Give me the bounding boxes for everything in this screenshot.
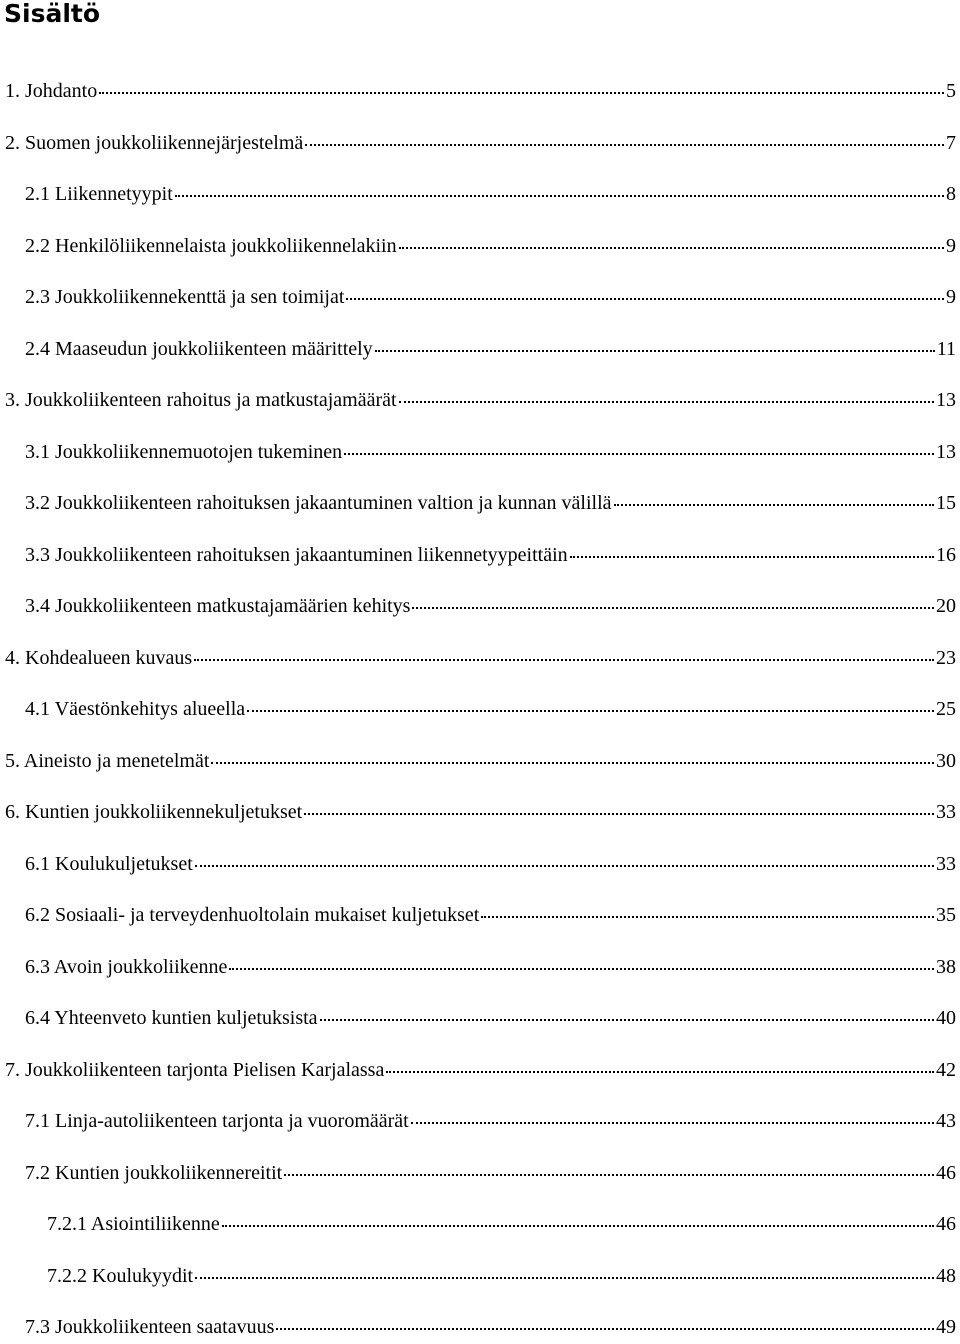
toc-entry[interactable] [5,647,956,675]
toc-leader-dots [195,1277,934,1279]
toc-entry[interactable] [25,235,956,263]
toc-entry-label: 3.4 Joukkoliikenteen matkustajamäärien kehitys [25,595,411,617]
toc-entry-page: 9 [946,286,956,308]
toc-entry-label: 2. Suomen joukkoliikennejärjestelmä [5,131,304,154]
toc-leader-dots [411,1122,934,1124]
toc-leader-dots [346,298,944,300]
toc-entry-label: 2.3 Joukkoliikennekenttä ja sen toimijat [25,286,345,308]
toc-leader-dots [412,607,934,609]
toc-entry-page: 23 [936,646,956,669]
toc-leader-dots [304,813,934,815]
toc-entry-page: 25 [936,698,956,720]
toc-entry-page: 7 [946,131,956,154]
toc-entry-label: 4.1 Väestönkehitys alueella [25,698,246,720]
toc-leader-dots [344,453,934,455]
toc-entry-page: 38 [936,955,956,978]
toc-entry[interactable] [25,492,956,520]
toc-entry-label: 7.1 Linja-autoliikenteen tarjonta ja vuoromäärät [25,1110,409,1132]
toc-entry-page: 8 [946,183,956,205]
toc-leader-dots [247,710,934,712]
toc-entry-label: 6.2 Sosiaali- ja terveydenhuoltolain mukaiset kuljetukset [25,904,480,926]
toc-leader-dots [284,1174,934,1176]
toc-entry-label: 6. Kuntien joukkoliikennekuljetukset [5,801,303,823]
toc-leader-dots [211,762,934,764]
toc-entry-page: 46 [936,1213,956,1235]
toc-entry-label: 7.2.1 Asiointiliikenne [47,1213,220,1235]
toc-leader-dots [614,504,934,506]
toc-entry-page: 13 [936,389,956,411]
toc-leader-dots [399,401,934,403]
toc-entry-page: 48 [936,1264,956,1287]
toc-leader-dots [386,1071,934,1073]
toc-entry[interactable] [5,1059,956,1087]
toc-entry[interactable] [25,441,956,469]
toc-entry-label: 7. Joukkoliikenteen tarjonta Pielisen Karjalassa [5,1058,385,1081]
toc-entry-label: 3. Joukkoliikenteen rahoitus ja matkustajamäärät [5,389,397,411]
toc-leader-dots [99,92,944,94]
toc-leader-dots [570,556,934,558]
toc-entry-label: 2.4 Maaseudun joukkoliikenteen määrittely [25,337,373,360]
toc-entry-label: 2.1 Liikennetyypit [25,183,173,205]
toc-entry-page: 43 [936,1110,956,1132]
toc-leader-dots [222,1225,934,1227]
toc-entry-page: 30 [936,749,956,772]
toc-entry[interactable] [25,286,956,314]
toc-entry-label: 4. Kohdealueen kuvaus [5,646,193,669]
toc-entry-page: 42 [936,1058,956,1081]
toc-leader-dots [305,144,944,146]
toc-entry-page: 33 [936,852,956,875]
toc-entry[interactable] [25,544,956,572]
toc-entry-page: 35 [936,904,956,926]
toc-entry[interactable] [25,956,956,984]
toc-entry[interactable] [25,1007,956,1035]
toc-entry[interactable] [25,183,956,211]
toc-entry[interactable] [25,1316,956,1344]
toc-leader-dots [399,247,944,249]
toc-entry-page: 5 [946,80,956,102]
toc-entry-page: 40 [936,1007,956,1029]
toc-leader-dots [229,968,934,970]
toc-entry-page: 33 [936,801,956,823]
toc-leader-dots [175,195,944,197]
toc-entry-label: 3.1 Joukkoliikennemuotojen tukeminen [25,440,343,463]
toc-entry[interactable] [25,1162,956,1190]
toc-entry-page: 13 [936,440,956,463]
toc-entry-page: 11 [936,337,956,360]
toc-entry-label: 6.4 Yhteenveto kuntien kuljetuksista [25,1007,318,1029]
toc-entry[interactable] [5,132,956,160]
toc-leader-dots [375,350,935,352]
toc-entry-label: 7.2.2 Koulukyydit [47,1264,194,1287]
toc-entry[interactable] [5,750,956,778]
toc-entry-page: 16 [936,543,956,566]
toc-entry[interactable] [47,1213,956,1241]
toc-leader-dots [194,659,934,661]
toc-entry[interactable] [5,80,956,108]
toc-entry-page: 9 [946,234,956,257]
toc-entry[interactable] [25,904,956,932]
toc-entry-label: 6.3 Avoin joukkoliikenne [25,955,228,978]
toc-entry-label: 3.2 Joukkoliikenteen rahoituksen jakaantuminen valtion ja kunnan välillä [25,492,612,514]
toc-entry-label: 6.1 Koulukuljetukset [25,852,193,875]
toc-entry[interactable] [25,595,956,623]
toc-entry-label: 7.2 Kuntien joukkoliikennereitit [25,1161,283,1184]
toc-entry-label: 3.3 Joukkoliikenteen rahoituksen jakaantuminen liikennetyypeittäin [25,543,568,566]
toc-entry-label: 2.2 Henkilöliikennelaista joukkoliikennelakiin [25,234,397,257]
toc-entry[interactable] [5,801,956,829]
toc-leader-dots [481,916,934,918]
toc-entry[interactable] [25,1110,956,1138]
toc-leader-dots [276,1328,934,1330]
toc-entry-page: 15 [936,492,956,514]
toc-leader-dots [320,1019,934,1021]
page-title: Sisältö [4,0,101,28]
toc-entry-page: 46 [936,1161,956,1184]
toc-entry-label: 1. Johdanto [5,80,98,102]
toc-leader-dots [195,865,934,867]
toc-entry[interactable] [25,853,956,881]
toc-entry-page: 20 [936,595,956,617]
toc-entry[interactable] [25,338,956,366]
toc-entry-page: 49 [936,1316,956,1338]
toc-entry[interactable] [47,1265,956,1293]
toc-entry[interactable] [25,698,956,726]
toc-entry-label: 5. Aineisto ja menetelmät [5,749,210,772]
toc-entry-label: 7.3 Joukkoliikenteen saatavuus [25,1316,275,1338]
toc-entry[interactable] [5,389,956,417]
